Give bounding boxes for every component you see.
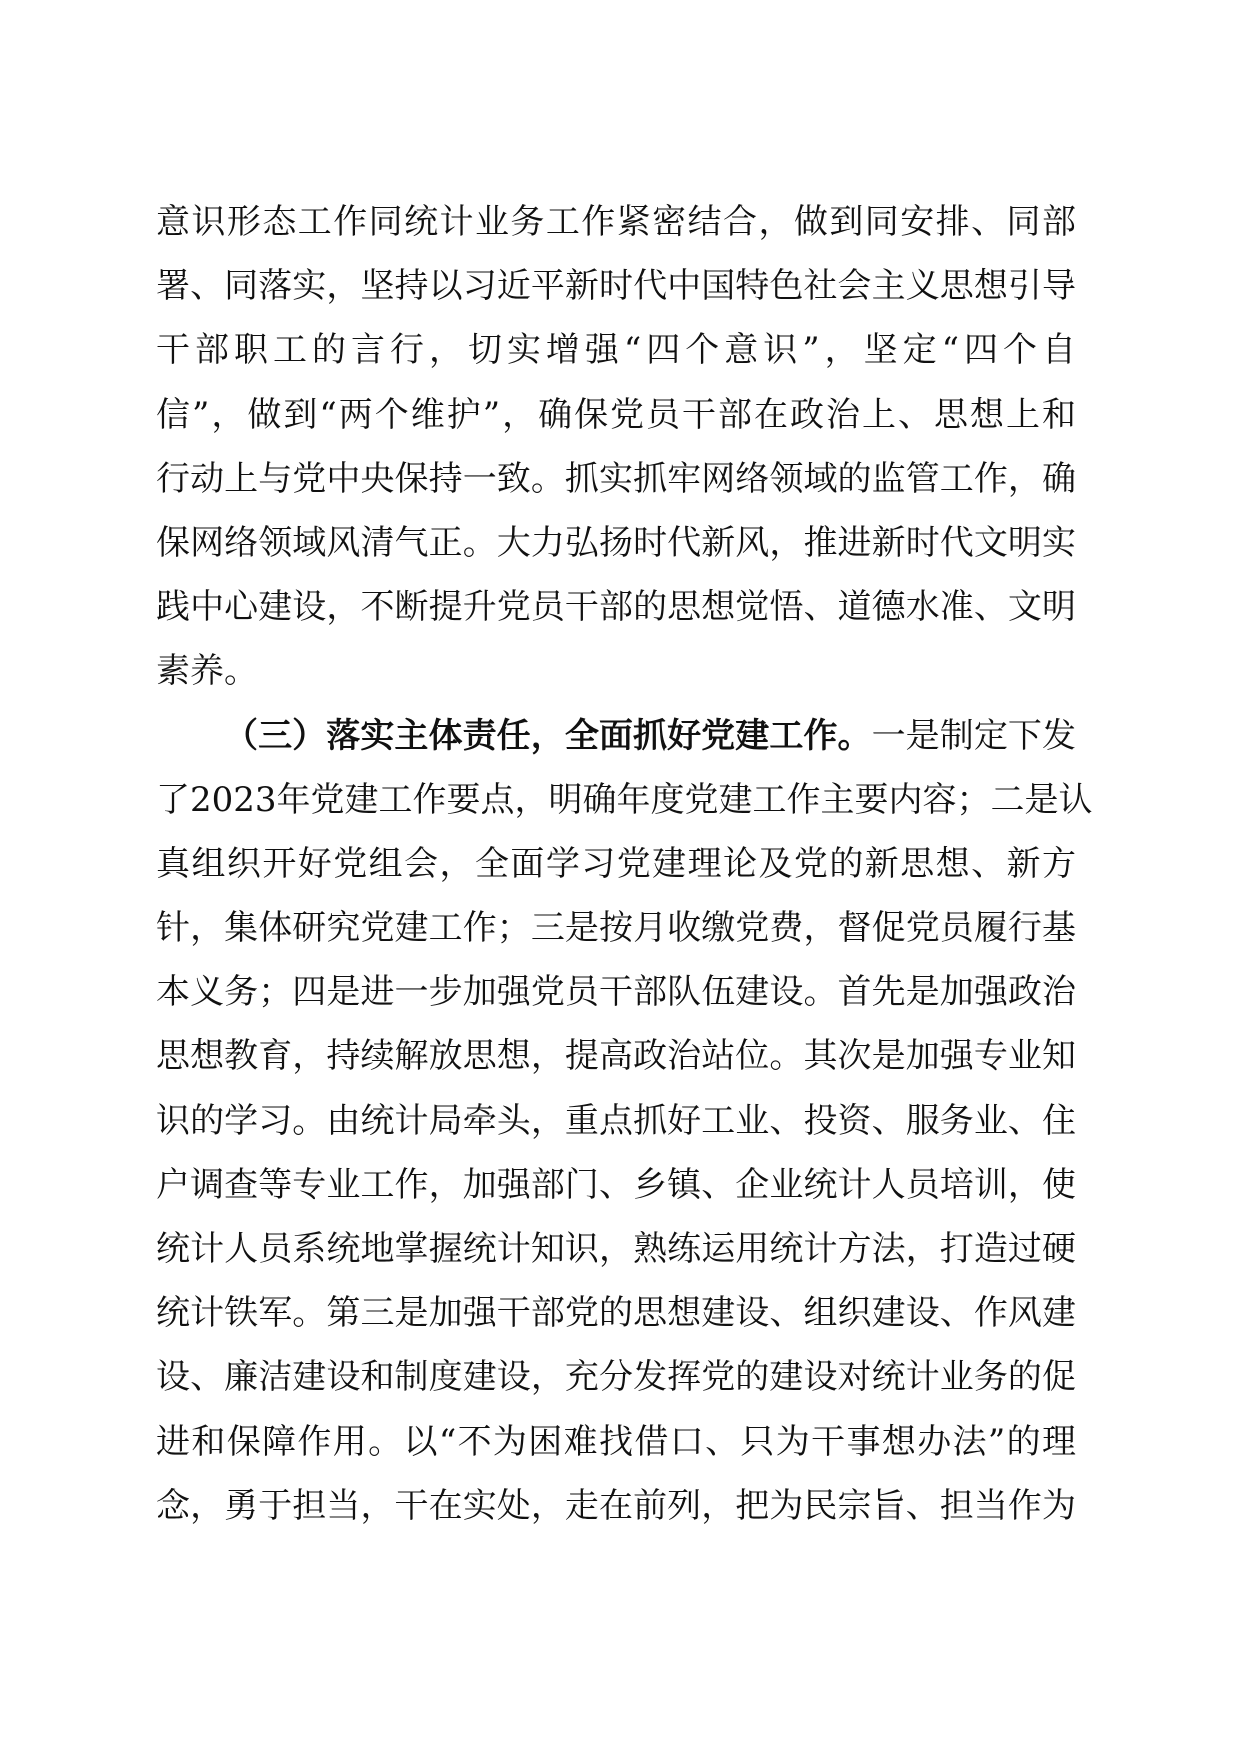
paragraph-2-line-12: 进和保障作用。以“不为困难找借口、只为干事想办法”的理 (156, 1421, 1076, 1462)
paragraph-2-line-13: 念，勇于担当，干在实处，走在前列，把为民宗旨、担当作为 (156, 1485, 1076, 1526)
paragraph-1-line-5: 行动上与党中央保持一致。抓实抓牢网络领域的监管工作，确 (156, 458, 1076, 499)
paragraph-2-line-9: 统计人员系统地掌握统计知识，熟练运用统计方法，打造过硬 (156, 1229, 1076, 1269)
paragraph-2-line-5: 本义务；四是进一步加强党员干部队伍建设。首先是加强政治 (156, 972, 1076, 1013)
paragraph-1-line-8: 素养。 (156, 651, 258, 692)
paragraph-2-line-11: 设、廉洁建设和制度建设，充分发挥党的建设对统计业务的促 (156, 1357, 1076, 1398)
section-heading: （三）落实主体责任，全面抓好党建工作。 (224, 715, 872, 756)
paragraph-2-line-3: 真组织开好党组会，全面学习党建理论及党的新思想、新方 (156, 843, 1076, 884)
paragraph-2-line-2: 了2023年党建工作要点，明确年度党建工作主要内容；二是认 (156, 779, 1093, 820)
paragraph-1-line-2: 署、同落实，坚持以习近平新时代中国特色社会主义思想引导 (156, 266, 1076, 307)
paragraph-1-line-1: 意识形态工作同统计业务工作紧密结合，做到同安排、同部 (156, 202, 1076, 242)
paragraph-2-line-8: 户调查等专业工作，加强部门、乡镇、企业统计人员培训，使 (156, 1164, 1076, 1205)
paragraph-1-line-3: 干部职工的言行，切实增强“四个意识”，坚定“四个自 (156, 330, 1076, 371)
paragraph-2-line-4: 针，集体研究党建工作；三是按月收缴党费，督促党员履行基 (156, 908, 1076, 949)
paragraph-1-line-4: 信”，做到“两个维护”，确保党员干部在政治上、思想上和 (156, 394, 1076, 435)
paragraph-1-line-7: 践中心建设，不断提升党员干部的思想觉悟、道德水准、文明 (156, 587, 1076, 628)
document-body (156, 190, 1093, 1538)
paragraph-2-line-10: 统计铁军。第三是加强干部党的思想建设、组织建设、作风建 (156, 1293, 1076, 1334)
paragraph-2-line-6: 思想教育，持续解放思想，提高政治站位。其次是加强专业知 (156, 1036, 1076, 1077)
paragraph-2-line-7: 识的学习。由统计局牵头，重点抓好工业、投资、服务业、住 (156, 1100, 1076, 1141)
paragraph-1-line-6: 保网络领域风清气正。大力弘扬时代新风，推进新时代文明实 (156, 522, 1076, 563)
paragraph-2-first-line-text: 一是制定下发 (871, 715, 1077, 756)
paragraph-2-first-line (156, 704, 1076, 768)
